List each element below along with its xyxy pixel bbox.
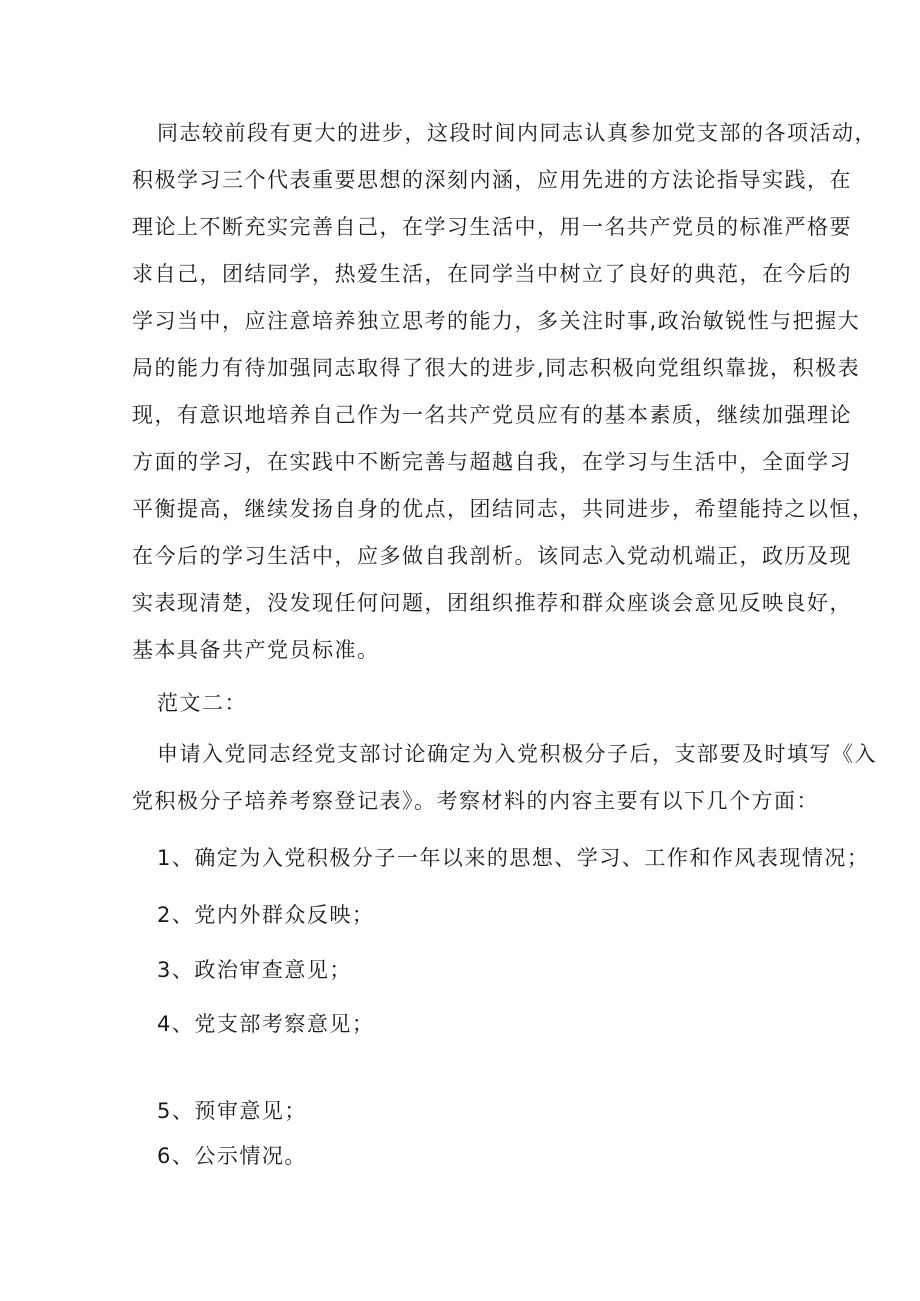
list-item: 1、确定为入党积极分子一年以来的思想、学习、工作和作风表现情况； <box>157 846 870 870</box>
paragraph-line: 申请入党同志经党支部讨论确定为入党积极分子后，支部要及时填写《入 <box>157 742 877 766</box>
paragraph-line: 方面的学习，在实践中不断完善与超越自我，在学习与生活中，全面学习 <box>132 450 852 474</box>
paragraph-line: 学习当中，应注意培养独立思考的能力，多关注时事,政治敏锐性与把握大 <box>132 309 861 333</box>
paragraph-line: 实表现清楚，没发现任何问题，团组织推荐和群众座谈会意见反映良好， <box>132 591 852 615</box>
paragraph-line: 理论上不断充实完善自己，在学习生活中，用一名共产党员的标准严格要 <box>132 215 852 239</box>
paragraph-line: 平衡提高，继续发扬自身的优点，团结同志，共同进步，希望能持之以恒， <box>132 497 875 521</box>
paragraph-line: 在今后的学习生活中，应多做自我剖析。该同志入党动机端正，政历及现 <box>132 544 852 568</box>
list-item: 3、政治审查意见； <box>157 958 352 982</box>
list-item: 6、公示情况。 <box>157 1144 307 1168</box>
paragraph-line: 求自己，团结同学，热爱生活，在同学当中树立了良好的典范，在今后的 <box>132 262 852 286</box>
list-item: 4、党支部考察意见； <box>157 1012 375 1036</box>
paragraph-line: 党积极分子培养考察登记表》。考察材料的内容主要有以下几个方面： <box>132 789 819 813</box>
paragraph-line: 局的能力有待加强同志取得了很大的进步,同志积极向党组织靠拢，积极表 <box>132 356 861 380</box>
paragraph-line: 基本具备共产党员标准。 <box>132 638 380 662</box>
section-heading: 范文二： <box>157 691 247 715</box>
paragraph-line: 同志较前段有更大的进步，这段时间内同志认真参加党支部的各项活动， <box>157 121 877 145</box>
paragraph-line: 积极学习三个代表重要思想的深刻内涵，应用先进的方法论指导实践，在 <box>132 168 852 192</box>
paragraph-line: 现，有意识地培养自己作为一名共产党员应有的基本素质，继续加强理论 <box>132 403 852 427</box>
list-item: 2、党内外群众反映； <box>157 903 375 927</box>
list-item: 5、预审意见； <box>157 1099 307 1123</box>
